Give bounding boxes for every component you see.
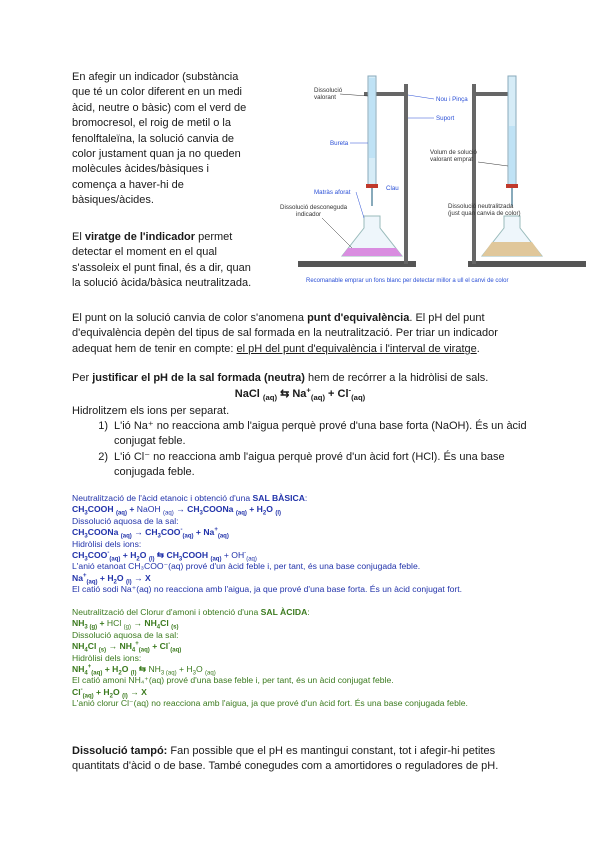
left-burette-liquid bbox=[369, 78, 375, 158]
viratge-paragraph bbox=[72, 230, 272, 292]
list-text: L'ió Cl⁻ no reacciona amb l'aigua perquè prové d'un àcid fort (HCl). És una base conjugada feble. bbox=[114, 450, 505, 479]
titration-figure bbox=[278, 66, 592, 290]
buffer-text: Fan possible que el pH es mantingui constant, tot i afegir-hi petites quantitats d'àcid o de base. També conegudes com a amortidores o reguladores de pH. bbox=[72, 745, 499, 773]
label-desconeguda-l1: Dissolució desconeguda bbox=[280, 204, 348, 211]
left-support-rod bbox=[404, 84, 408, 264]
label-neutralitzada-l1: Dissolució neutralitzada bbox=[448, 203, 514, 210]
acid-neutralization-equation: $NH_{3 (g)}$ + HCl $_{(g)} \to NH_4Cl$ $_{(s)}$ bbox=[72, 618, 179, 632]
left-base-plate bbox=[298, 261, 416, 267]
list-item bbox=[72, 419, 532, 450]
justify-text: hem de recórrer a la hidròlisi de sals. bbox=[304, 372, 489, 384]
viratge-term: viratge de l'indicador bbox=[84, 231, 196, 243]
label-dissolucio-neutralitzada bbox=[448, 203, 521, 217]
label-matras: Matràs aforat bbox=[314, 189, 351, 196]
list-text: L'ió Na⁺ no reacciona amb l'aigua perquè prové d'una base forta (NaOH). És un àcid conjugat feble. bbox=[114, 420, 527, 448]
right-burette-liquid bbox=[509, 126, 515, 184]
acid-hydrolysis-equation: $NH_4^+_{(aq)} + H_2O$ $_{(l)}$ ⇆ $NH_{3 (aq)} + H_3O$ $_{(aq)}$ bbox=[72, 664, 216, 677]
left-titration-apparatus bbox=[298, 76, 416, 267]
basic-salt-title-end: : bbox=[304, 493, 308, 503]
intro-line: comença a haver-hi de bbox=[72, 178, 184, 191]
viratge-rest: permet bbox=[195, 231, 233, 243]
nacl-equation: NaCl $_{(aq)}$ ⇆ $Na^+_{(aq)} + Cl^-_{(aq)}$ bbox=[234, 385, 366, 403]
equivalence-underlined: el pH del punt d'equivalència i l'interval de viratge bbox=[236, 342, 477, 355]
basic-dissolution-label: Dissolució aquosa de la sal: bbox=[72, 515, 179, 526]
basic-cation-equation: $Na^+_{(aq)} + H_2O$ $_{(l)}$ → X bbox=[72, 572, 151, 586]
label-bureta: Bureta bbox=[330, 140, 349, 147]
basic-cation-note: El catió sodi Na⁺(aq) no reacciona amb l'aigua, ja que prové d'una base forta. És un àcid conjugat fort. bbox=[72, 584, 462, 595]
intro-line: bàsiques/àcides. bbox=[72, 194, 154, 207]
label-volum-l2: valorant emprat bbox=[430, 156, 473, 163]
acid-dissolution-equation: $NH_4Cl$ $_{(s)} \to NH_4^+_{(aq)} + Cl^-_{(aq)}$ bbox=[72, 641, 182, 654]
basic-salt-title-text: Neutralització de l'àcid etanoic i obtenció d'una bbox=[72, 493, 253, 503]
pointer-line bbox=[356, 192, 364, 218]
justify-text: Per bbox=[72, 372, 93, 384]
left-stopcock bbox=[366, 184, 378, 188]
right-stopcock bbox=[506, 184, 518, 188]
viratge-line: detectar el moment en el qual bbox=[72, 246, 217, 259]
label-neutralitzada-l2: (just quan canvia de color) bbox=[448, 210, 521, 217]
acid-dissolution-label: Dissolució aquosa de la sal: bbox=[72, 629, 179, 640]
right-titration-apparatus bbox=[468, 76, 586, 267]
basic-anion-note: L'anió etanoat CH₃COO⁻(aq) prové d'un àcid feble i, per tant, és una base conjugada feble. bbox=[72, 561, 421, 572]
acid-hydrolysis-label: Hidròlisi dels ions: bbox=[72, 652, 142, 663]
basic-dissolution-equation: $CH_3COONa$ $_{(aq)} \to CH_3COO^-_{(aq)} + Na^+_{(aq)}$ bbox=[72, 527, 229, 540]
left-burette-tip bbox=[371, 188, 373, 206]
basic-neutralization-equation: $CH_3COOH$ $_{(aq)}$ + NaOH $_{(aq)} \to CH_3COONa$ $_{(aq)} + H_2O$ $_{(l)}$ bbox=[72, 504, 281, 518]
label-desconeguda-l2: indicador bbox=[296, 211, 322, 218]
viratge-line: s'assoleix el punt final, és a dir, quan bbox=[72, 261, 251, 274]
viratge-prefix: El bbox=[72, 231, 85, 243]
label-dissolucio-valorant bbox=[314, 87, 343, 101]
acid-salt-title bbox=[72, 607, 542, 618]
pink-solution bbox=[342, 248, 402, 256]
pointer-line bbox=[322, 218, 352, 248]
label-volum-l1: Volum de solució bbox=[430, 149, 477, 156]
acid-anion-note: L'anió clorur Cl⁻(aq) no reacciona amb l'aigua, ja que prové d'un àcid fort. És una base conjugada feble. bbox=[72, 698, 468, 709]
equivalence-text: . El pH del punt d'equivalència depèn del tipus de sal formada en la neutralització. Per triar un indicador adequat hem de tenir en compte: bbox=[72, 312, 498, 355]
equivalence-end: . bbox=[476, 342, 480, 355]
right-base-plate bbox=[468, 261, 586, 267]
list-number: 2) bbox=[98, 450, 108, 463]
label-volum bbox=[430, 149, 477, 163]
pointer-line bbox=[478, 162, 508, 166]
beige-solution bbox=[482, 242, 542, 256]
acid-salt-title-text: Neutralització del Clorur d'amoni i obtenció d'una bbox=[72, 607, 261, 617]
intro-line: color justament quan ja no queden bbox=[72, 148, 241, 161]
right-support-rod bbox=[472, 84, 476, 264]
label-dissolucio-desconeguda bbox=[280, 204, 348, 218]
list-item bbox=[72, 450, 532, 481]
acid-salt-title-bold: SAL ÀCIDA bbox=[260, 607, 308, 617]
acid-cation-note: El catió amoni NH₄⁺(aq) prové d'una base feble i, per tant, és un àcid conjugat feble. bbox=[72, 675, 394, 686]
buffer-term: Dissolució tampó: bbox=[72, 745, 168, 757]
acid-anion-equation: $Cl^-_{(aq)} + H_2O$ $_{(l)}$ → X bbox=[72, 686, 147, 700]
intro-paragraph bbox=[72, 70, 272, 209]
intro-line: bromocresol, el roig de metil o la bbox=[72, 117, 231, 130]
list-number: 1) bbox=[98, 420, 108, 432]
intro-line: molècules àcides/bàsiques i bbox=[72, 163, 209, 176]
basic-salt-section bbox=[72, 493, 542, 596]
intro-line: àcid, neutre o bàsic) com el verd de bbox=[72, 101, 247, 114]
basic-salt-title-bold: SAL BÀSICA bbox=[252, 493, 305, 503]
label-dissolucio-valorant-l2: valorant bbox=[314, 94, 337, 101]
justify-paragraph bbox=[72, 371, 532, 386]
equivalence-term: punt d'equivalència bbox=[307, 312, 410, 324]
justify-term: justificar el pH de la sal formada (neutra) bbox=[92, 372, 305, 384]
label-dissolucio-valorant-l1: Dissolució bbox=[314, 87, 343, 94]
viratge-line: la solució àcida/bàsica neutralitzada. bbox=[72, 277, 252, 290]
equivalence-text: El punt on la solució canvia de color s'anomena bbox=[72, 312, 308, 324]
basic-hydrolysis-equation: $CH_3COO^-_{(aq)} + H_2O$ $_{(l)}$ ⇆ $CH_3COOH$ $_{(aq)} + OH^-_{(aq)}$ bbox=[72, 550, 257, 563]
hydrolyse-intro: Hidrolitzem els ions per separat. bbox=[72, 405, 230, 417]
intro-line: fenolftaleïna, la solució canvia de bbox=[72, 132, 235, 145]
pointer-line bbox=[408, 95, 434, 99]
hydrolysis-list bbox=[72, 419, 532, 481]
label-clau: Clau bbox=[386, 185, 399, 192]
pointer-line bbox=[340, 94, 368, 96]
basic-hydrolysis-label: Hidròlisi dels ions: bbox=[72, 538, 142, 549]
buffer-paragraph bbox=[72, 744, 532, 775]
intro-line: En afegir un indicador (substància bbox=[72, 71, 239, 83]
acid-salt-section bbox=[72, 607, 542, 710]
figure-caption: Recomanable emprar un fons blanc per detectar millor a ull el canvi de color bbox=[306, 278, 509, 284]
label-nou-pinca: Nou i Pinça bbox=[436, 96, 468, 103]
viratge-line-1 bbox=[72, 230, 272, 245]
intro-line: que té un color diferent en un medi bbox=[72, 86, 243, 99]
equivalence-paragraph bbox=[72, 311, 532, 357]
label-suport: Suport bbox=[436, 115, 455, 122]
basic-salt-title bbox=[72, 493, 542, 504]
acid-salt-title-end: : bbox=[307, 607, 310, 617]
